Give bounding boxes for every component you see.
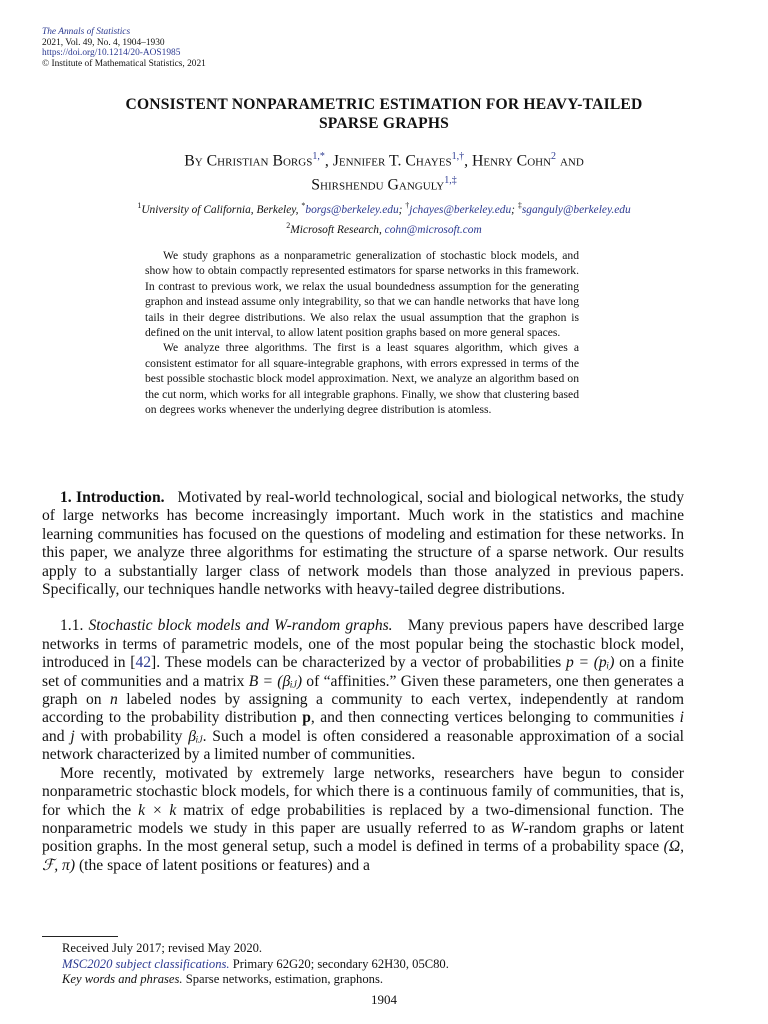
affiliation-2 [40,218,728,238]
intro-paragraph [42,489,684,599]
text-run: and [42,727,71,745]
author-chayes-sup[interactable]: 1,† [451,151,465,162]
email-2-sup: † [405,201,410,210]
math-w: W [510,819,524,837]
author-ganguly-sup[interactable]: 1,‡ [444,175,457,187]
copyright-line: © Institute of Mathematical Statistics, 2021 [42,58,206,69]
math-i: i [679,709,684,727]
section-1-1-paragraph [42,617,684,764]
paper-title [40,95,728,133]
author-cohn-sup[interactable]: 2 [551,151,557,162]
main-body [42,489,684,875]
intro-heading: 1. Introduction. [60,489,165,506]
and-label: and [556,152,584,170]
keywords-note [62,972,449,988]
journal-name[interactable]: The Annals of Statistics [42,27,131,37]
citation-42-link[interactable]: 42 [135,654,152,672]
math-beta-ij: βᵢⱼ [188,727,203,745]
received-note: Received July 2017; revised May 2020. [62,941,263,955]
author-line-2 [40,171,728,195]
affiliations [40,198,728,238]
author-chayes: Jennifer T. Chayes [332,152,452,170]
abstract-paragraph-2: We analyze three algorithms. The first is a least squares algorithm, which gives a consistent estimator for all square-integrable graphons, with errors expressed in terms of the best possible stochastic block model approximation. Next, we analyze an algorithm based on the cut norm, which works for all integrable graphons. Finally, we show that clustering based on degrees works whenever the underlying degree distribution is atomless. [145,341,579,417]
keywords-text: Sparse networks, estimation, graphons. [182,972,383,987]
volume-info: 2021, Vol. 49, No. 4, 1904–1930 [42,37,165,48]
email-3-sup: ‡ [517,201,522,210]
affil-2-name: Microsoft Research, [290,223,385,236]
email-borgs-link[interactable]: borgs@berkeley.edu [305,203,399,216]
journal-header [42,27,206,69]
text-run: , and then connecting vertices belonging to communities [310,709,680,727]
math-p-bold: p [302,709,311,727]
math-k-by-k: k × k [138,801,177,819]
email-1-sup: * [301,201,306,210]
affil-2-sup: 2 [286,220,291,230]
by-label: By [184,152,207,170]
abstract-paragraph-1: We study graphons as a nonparametric generalization of stochastic block models, and show how to obtain compactly represented estimators for sparse networks in this framework. In contrast to previous work, we relax the usual boundedness assumption for the generating graphon and instead assume only integrability, so that we can handle networks that have long tails in their degree distributions. We also relax the usual assumption that the graphon is defined on the unit interval, to allow latent position graphs based on more general spaces. [145,249,579,340]
math-j: j [70,727,75,745]
author-borgs: Christian Borgs [206,152,313,170]
title-line-2: SPARSE GRAPHS [318,115,450,132]
footnotes [62,941,449,988]
affiliation-1: $^1$University of California, Berkeley, *borgs@berkeley.edu; †jchayes@berkeley.edu; ‡sganguly@berkeley.edu [137,201,631,216]
email-cohn-link[interactable]: cohn@microsoft.com [384,223,482,236]
author-cohn: Henry Cohn [471,152,552,170]
email-chayes-link[interactable]: jchayes@berkeley.edu [409,203,512,216]
author-line-1: By Christian Borgs$^{1,*}$, Jennifer T. Chayes$^{1,\dagger}$, Henry Cohn$^2$ and [184,151,584,170]
subsection-heading: Stochastic block models and W-random graphs. [88,617,393,635]
text-run: on a finite set of communities and a matrix [42,654,684,690]
title-line-1: CONSISTENT NONPARAMETRIC ESTIMATION FOR HEAVY-TAILED [125,96,643,113]
keywords-label: Key words and phrases. [62,972,183,987]
text-run: ]. These models can be characterized by a vector of probabilities [151,654,566,672]
page-number: 1904 [371,992,397,1007]
author-borgs-sup[interactable]: 1,* [312,151,325,162]
text-run: of “affinities.” Given these parameters, one then generates a graph on [42,672,684,709]
affil-1-name: University of California, Berkeley, [141,203,302,216]
msc-note [62,957,449,973]
author-ganguly: Shirshendu Ganguly [311,176,445,194]
text-run: Many previous papers have described large networks in terms of parametric models, one of the most popular being the stochastic block model, introduced in [ [42,617,685,672]
abstract [145,248,579,417]
text-run: labeled nodes by assigning a community to each vertex, independently at random according to the probability distribution [42,691,684,727]
text-run: . Such a model is often considered a reasonable approximation of a social network characterized by a limited number of communities. [42,727,684,764]
subsection-number: 1.1. [60,617,84,635]
text-run: with probability [74,727,189,745]
math-n: n [110,691,118,709]
footnote-divider [42,936,118,937]
msc-label-link[interactable]: MSC2020 subject classifications. [62,956,230,971]
section-1-1-paragraph-2 [42,765,684,875]
text-run: More recently, motivated by extremely large networks, researchers have begun to consider nonparametric stochastic block models, for which there is a continuous family of communities, that is, for which the [42,764,684,819]
intro-text: Motivated by real-world technological, social and biological networks, the study of large networks has become increasingly important. Much work in the statistics and machine learning communities has focused on the questions of modeling and estimation for these networks. In this paper, we analyze three algorithms for estimating the structure of a sparse network. Our results apply to a substantially larger class of network models than those analyzed in previous papers. Specifically, our techniques handle networks with heavy-tailed degree distributions. [42,489,685,599]
msc-codes: Primary 62G20; secondary 62H30, 05C80. [229,956,449,971]
text-run: matrix of edge probabilities is replaced by a two-dimensional function. The nonparametric models we study in this paper are usually referred to as [42,801,684,837]
math-probability-space: (Ω, ℱ, π) [42,838,684,874]
math-p-vector: p = (pᵢ) [565,654,615,672]
doi-link[interactable]: https://doi.org/10.1214/20-AOS1985 [42,48,181,59]
text-run: (the space of latent positions or features) and a [75,856,370,874]
email-ganguly-link[interactable]: sganguly@berkeley.edu [521,203,631,216]
author-list [40,147,728,196]
math-b-matrix: B = (βᵢⱼ) [248,672,303,690]
text-run: -random graphs or latent position graphs. In the most general setup, such a model is defined in terms of a probability space [42,819,684,856]
affil-1-sup: 1 [137,201,142,210]
